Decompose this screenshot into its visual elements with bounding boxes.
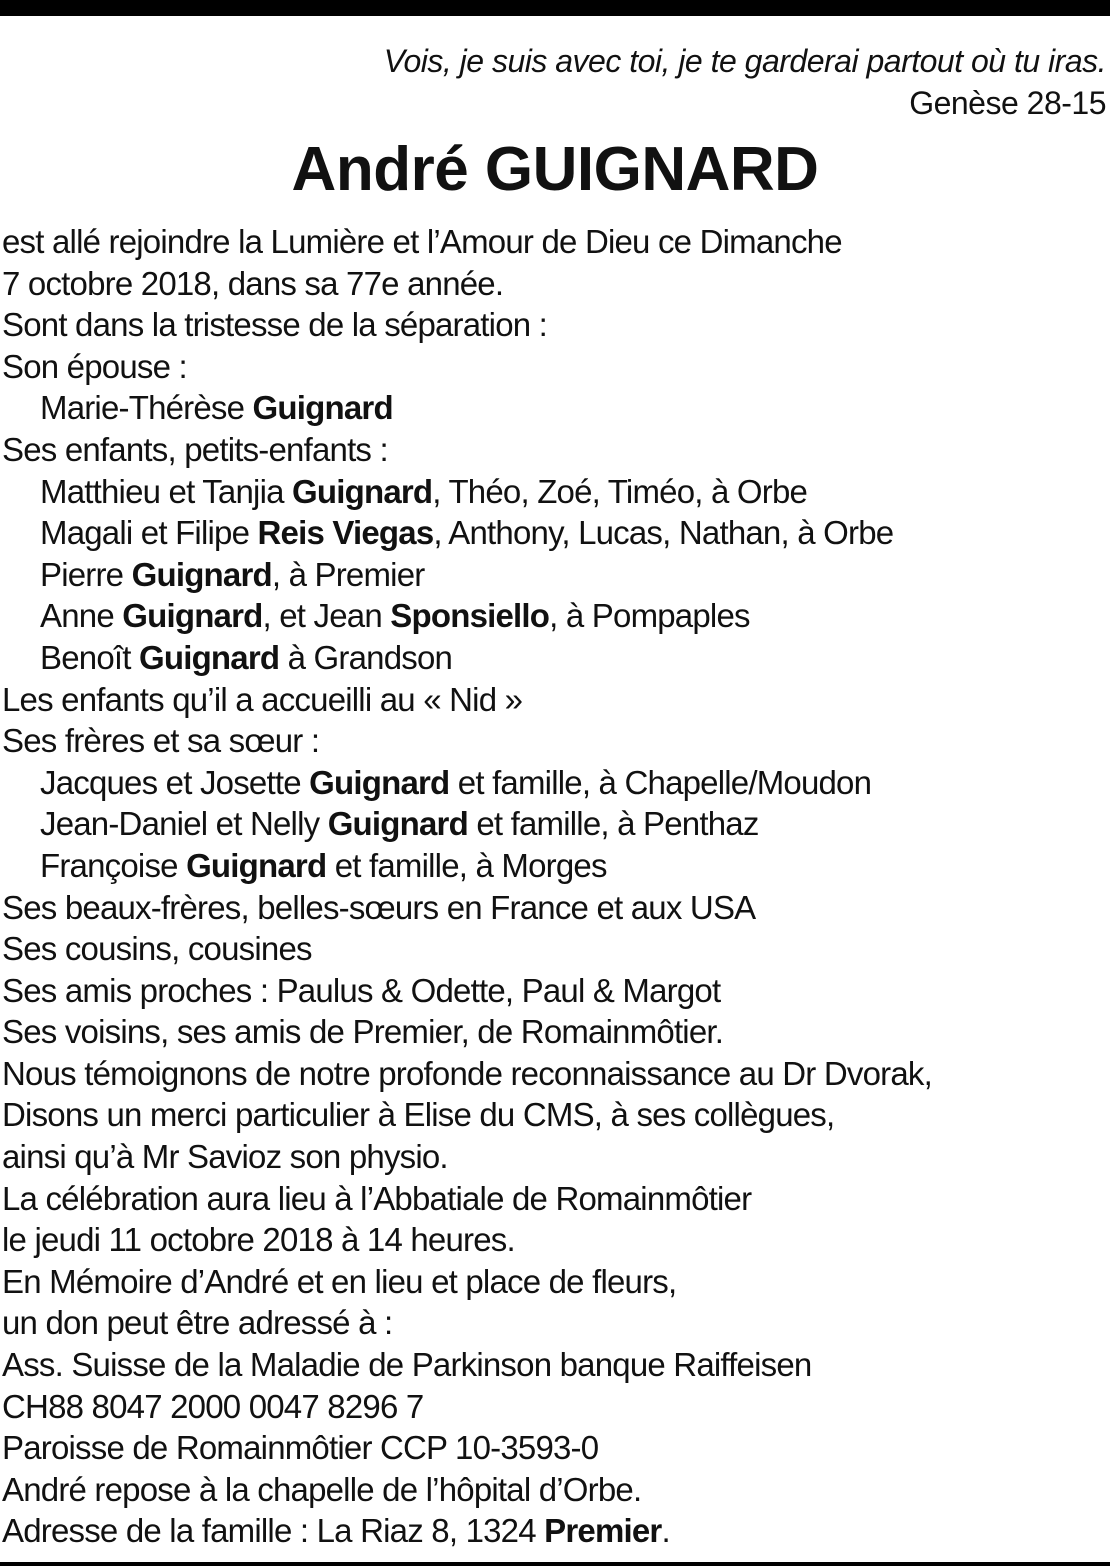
details: et famille, à Chapelle/Moudon (449, 763, 872, 801)
text-line: Ses amis proches : Paulus & Odette, Paul & Margot (2, 971, 721, 1009)
text-line: Ses cousins, cousines (2, 930, 312, 968)
given-name: Jean-Daniel et Nelly (40, 805, 328, 843)
text-line: Paroisse de Romainmôtier CCP 10-3593-0 (2, 1429, 599, 1467)
bottom-rule (0, 1562, 1110, 1566)
text-line: La célébration aura lieu à l’Abbatiale de Romainmôtier (2, 1179, 752, 1217)
surname: Guignard (186, 846, 327, 884)
given-name: Benoît (40, 638, 139, 676)
family-line (2, 762, 1102, 804)
text-line: Ass. Suisse de la Maladie de Parkinson banque Raiffeisen (2, 1346, 812, 1384)
text-line: Les enfants qu’il a accueilli au « Nid » (2, 680, 523, 718)
details: et famille, à Penthaz (467, 805, 759, 843)
text-line: est allé rejoindre la Lumière et l’Amour de Dieu ce Dimanche (2, 223, 842, 260)
details: à Grandson (279, 638, 453, 676)
surname: Guignard (131, 555, 272, 593)
given-name: Magali et Filipe (40, 514, 258, 552)
epigraph-reference: Genèse 28-15 (909, 85, 1106, 121)
surname: Reis Viegas (257, 514, 434, 552)
details: , et Jean (262, 597, 391, 635)
address-text: Adresse de la famille : La Riaz 8, 1324 (2, 1512, 545, 1550)
given-name: Pierre (40, 555, 132, 593)
text-line: Disons un merci particulier à Elise du CMS, à ses collègues, (2, 1096, 835, 1134)
given-name: Anne (40, 597, 123, 635)
text-line: 7 octobre 2018, dans sa 77e année. (2, 264, 504, 302)
text-line: Ses voisins, ses amis de Premier, de Romainmôtier. (2, 1013, 724, 1051)
text-line: ainsi qu’à Mr Savioz son physio. (2, 1138, 448, 1176)
given-name: Jacques et Josette (40, 763, 310, 801)
family-line (2, 512, 1102, 554)
obituary-body (2, 221, 1102, 1552)
details: , à Premier (271, 555, 425, 593)
top-rule (0, 0, 1110, 16)
text-line: Nous témoignons de notre profonde reconnaissance au Dr Dvorak, (2, 1054, 932, 1092)
family-line (2, 595, 1102, 637)
obituary-title: André GUIGNARD (291, 135, 819, 204)
text-line: Sont dans la tristesse de la séparation : (2, 306, 548, 344)
text-line: un don peut être adressé à : (2, 1304, 393, 1342)
details: , Anthony, Lucas, Nathan, à Orbe (433, 514, 894, 552)
surname: Guignard (292, 472, 433, 510)
surname: Guignard (327, 805, 468, 843)
family-line (2, 845, 1102, 887)
address-line (2, 1510, 1102, 1552)
text-line: Ses beaux-frères, belles-sœurs en France et aux USA (2, 888, 756, 926)
text-line: Son épouse : (2, 347, 187, 385)
address-town: Premier (544, 1512, 662, 1550)
epigraph-quote: Vois, je suis avec toi, je te garderai partout où tu iras. (383, 43, 1106, 79)
text-line: André repose à la chapelle de l’hôpital d’Orbe. (2, 1470, 642, 1508)
surname: Guignard (138, 638, 280, 676)
details: et famille, à Morges (326, 846, 607, 884)
surname: Sponsiello (390, 597, 550, 635)
family-line (2, 554, 1102, 596)
text-line: En Mémoire d’André et en lieu et place de fleurs, (2, 1262, 677, 1300)
details: , Théo, Zoé, Timéo, à Orbe (432, 472, 808, 510)
surname: Guignard (309, 763, 450, 801)
details: , à Pompaples (549, 597, 750, 635)
epigraph (384, 40, 1106, 124)
surname: Guignard (122, 597, 263, 635)
family-line (2, 803, 1102, 845)
given-name: Matthieu et Tanjia (40, 472, 293, 510)
text-line: Ses frères et sa sœur : (2, 722, 320, 760)
text-line: CH88 8047 2000 0047 8296 7 (2, 1387, 424, 1425)
address-end: . (661, 1512, 670, 1550)
text-line: le jeudi 11 octobre 2018 à 14 heures. (2, 1221, 515, 1259)
given-name: Françoise (40, 846, 187, 884)
given-name: Marie-Thérèse (40, 389, 253, 427)
family-line (2, 387, 1102, 429)
surname: Guignard (252, 389, 393, 427)
family-line (2, 637, 1102, 679)
text-line: Ses enfants, petits-enfants : (2, 430, 388, 468)
family-line (2, 471, 1102, 513)
